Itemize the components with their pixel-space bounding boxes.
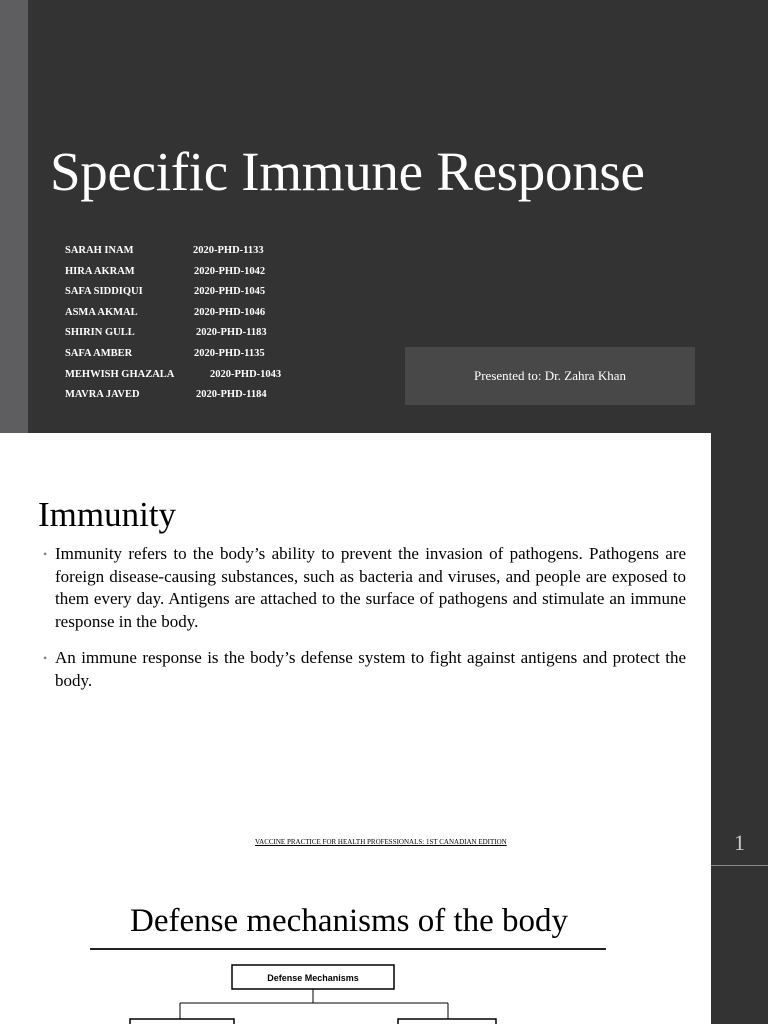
member-id: 2020-PHD-1135	[194, 347, 265, 359]
member-name: SAFA SIDDIQUI	[65, 286, 143, 298]
member-row	[65, 266, 325, 287]
slide-side-strip	[711, 433, 768, 1024]
diagram-child-box	[130, 1019, 234, 1024]
member-name: HIRA AKRAM	[65, 265, 135, 277]
defense-diagram	[0, 955, 711, 1024]
member-row	[65, 307, 325, 328]
bullet-dot-icon: •	[43, 651, 48, 665]
member-name: SAFA AMBER	[65, 347, 133, 359]
defense-heading: Defense mechanisms of the body	[130, 903, 569, 939]
diagram-root-label: Defense Mechanisms	[267, 973, 359, 983]
member-name: SHIRIN GULL	[65, 327, 135, 339]
strip-divider	[711, 865, 768, 866]
slide-number: 1	[734, 830, 745, 855]
bullet-item	[43, 543, 686, 633]
bullet-text: An immune response is the body’s defense system to fight against antigens and protect the body.	[55, 648, 686, 690]
diagram-child-box	[398, 1019, 496, 1024]
title-slide	[0, 0, 768, 433]
member-name: MAVRA JAVED	[65, 389, 140, 401]
presented-to-text: Presented to: Dr. Zahra Khan	[474, 368, 626, 383]
member-id: 2020-PHD-1046	[194, 306, 266, 318]
member-list	[65, 245, 325, 410]
member-row	[65, 286, 325, 307]
heading-underline	[90, 948, 606, 950]
bullet-text: Immunity refers to the body’s ability to prevent the invasion of pathogens. Pathogens are foreign disease-causing substances, such as bacteria and viruses, and people are exposed to them every day. Antigens are attached to the surface of pathogens and stimulate an immune response in the body.	[55, 544, 686, 631]
slide-side-bar	[0, 0, 28, 433]
presented-to-box	[405, 347, 695, 405]
member-row	[65, 245, 325, 266]
slide-title: Specific Immune Response	[50, 141, 645, 202]
bullet-dot-icon: •	[43, 547, 48, 561]
member-name: SARAH INAM	[65, 245, 134, 256]
bullet-list	[43, 543, 686, 706]
member-row	[65, 389, 325, 410]
member-id: 2020-PHD-1045	[194, 286, 266, 298]
member-id: 2020-PHD-1043	[210, 368, 282, 380]
member-name: ASMA AKMAL	[65, 306, 138, 318]
member-row	[65, 327, 325, 348]
member-name: MEHWISH GHAZALA	[65, 368, 175, 380]
member-id: 2020-PHD-1042	[194, 265, 266, 277]
member-row	[65, 369, 325, 390]
bullet-item	[43, 647, 686, 692]
member-id: 2020-PHD-1133	[193, 245, 264, 256]
member-id: 2020-PHD-1184	[196, 389, 267, 401]
immunity-heading: Immunity	[38, 495, 177, 534]
source-link[interactable]: VACCINE PRACTICE FOR HEALTH PROFESSIONALS: 1ST CANADIAN EDITION	[255, 838, 507, 846]
member-id: 2020-PHD-1183	[196, 327, 267, 339]
member-row	[65, 348, 325, 369]
